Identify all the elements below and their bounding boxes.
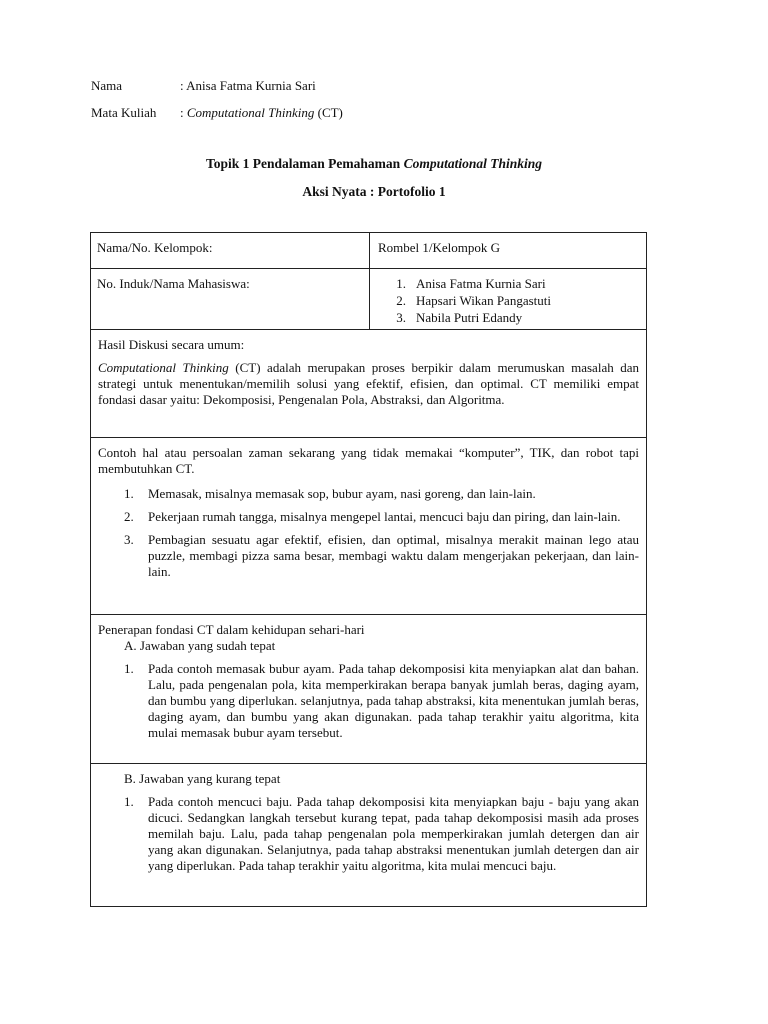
list-item: 1. Anisa Fatma Kurnia Sari xyxy=(396,276,546,291)
group-row xyxy=(91,233,646,269)
section-a-heading: A. Jawaban yang sudah tepat xyxy=(124,638,276,653)
list-item: 3. Pembagian sesuatu agar efektif, efisien, dan optimal, misalnya merakit mainan lego atau puzzle, membagi pizza sama besar, membagi waktu dalam mengerjakan pekerjaan, dan lain-lain. xyxy=(124,532,639,579)
list-item: 1. Pada contoh memasak bubur ayam. Pada tahap dekomposisi kita menyiapkan alat dan bahan. Lalu, pada pengenalan pola, kita memperkirakan berapa banyak jumlah beras, daging ayam, dan bumbu yang diperlukan. selanjutnya, pada tahap abstraksi, kita menentukan jumlah beras, daging ayam, dan bumbu yang akan digunakan. pada tahap terakhir yaitu algoritma, kita mulai memasak bubur ayam tersebut. xyxy=(124,661,639,740)
name-row xyxy=(91,78,651,105)
discussion-italic: Computational Thinking xyxy=(98,360,229,375)
course-row xyxy=(91,105,651,132)
group-value: Rombel 1/Kelompok G xyxy=(378,240,501,255)
group-label: Nama/No. Kelompok: xyxy=(91,233,370,268)
examples-row xyxy=(91,438,646,615)
course-name: Computational Thinking xyxy=(186,105,315,120)
students-list xyxy=(378,276,638,327)
course-suffix: (CT) xyxy=(314,105,343,120)
course-value xyxy=(180,105,343,132)
list-item: 1. Pada contoh mencuci baju. Pada tahap dekomposisi kita menyiapkan baju - baju yang akan dicuci. Sedangkan langkah tersebut kurang tepat, pada tahap dekomposisi masih ada proses memilah baju. Lalu, pada tahap pengenalan pola memperkirakan jumlah detergen dan air yang akan digunakan. Selanjutnya, pada tahap abstraksi menentukan jumlah detergen dan air yang diperlukan. Pada tahap terakhir yaitu algoritma, kita mulai mencuci baju. xyxy=(124,794,639,873)
discussion-label: Hasil Diskusi secara umum: xyxy=(98,337,245,352)
section-b-heading: B. Jawaban yang kurang tepat xyxy=(124,771,281,786)
title-italic: Computational Thinking xyxy=(403,156,542,171)
students-row xyxy=(91,269,646,330)
discussion-row xyxy=(91,330,646,438)
list-item: 2. Hapsari Wikan Pangastuti xyxy=(396,293,551,308)
discussion-text: Computational Thinking (CT) adalah merupakan proses berpikir dalam merumuskan masalah dan strategi untuk menentukan/memilih solusi yang efektif, efisien, dan optimal. CT memiliki empat fondasi dasar yaitu: Dekomposisi, Pengenalan Pola, Abstraksi, dan Algoritma. xyxy=(98,360,639,407)
students-label: No. Induk/Nama Mahasiswa: xyxy=(91,269,370,329)
list-item: 2. Pekerjaan rumah tangga, misalnya mengepel lantai, mencuci baju dan piring, dan lain-lain. xyxy=(124,509,621,524)
list-item: 3. Nabila Putri Edandy xyxy=(396,310,523,325)
list-item: 1. Memasak, misalnya memasak sop, bubur ayam, nasi goreng, dan lain-lain. xyxy=(124,486,536,501)
portfolio-table xyxy=(90,232,647,907)
page-subtitle: Aksi Nyata : Portofolio 1 xyxy=(302,184,446,199)
course-prefix: : xyxy=(180,105,187,120)
application-intro: Penerapan fondasi CT dalam kehidupan sehari-hari xyxy=(98,622,365,637)
examples-intro: Contoh hal atau persoalan zaman sekarang yang tidak memakai “komputer”, TIK, dan robot tapi membutuhkan CT. xyxy=(98,445,639,476)
name-label: Nama xyxy=(91,78,123,93)
page-title xyxy=(91,156,657,172)
document-header xyxy=(91,78,651,132)
application-row xyxy=(91,615,646,764)
section-b-row xyxy=(91,764,646,906)
title-prefix: Topik 1 Pendalaman Pemahaman xyxy=(206,156,404,171)
name-value: : Anisa Fatma Kurnia Sari xyxy=(180,78,316,93)
course-label: Mata Kuliah xyxy=(91,105,157,120)
